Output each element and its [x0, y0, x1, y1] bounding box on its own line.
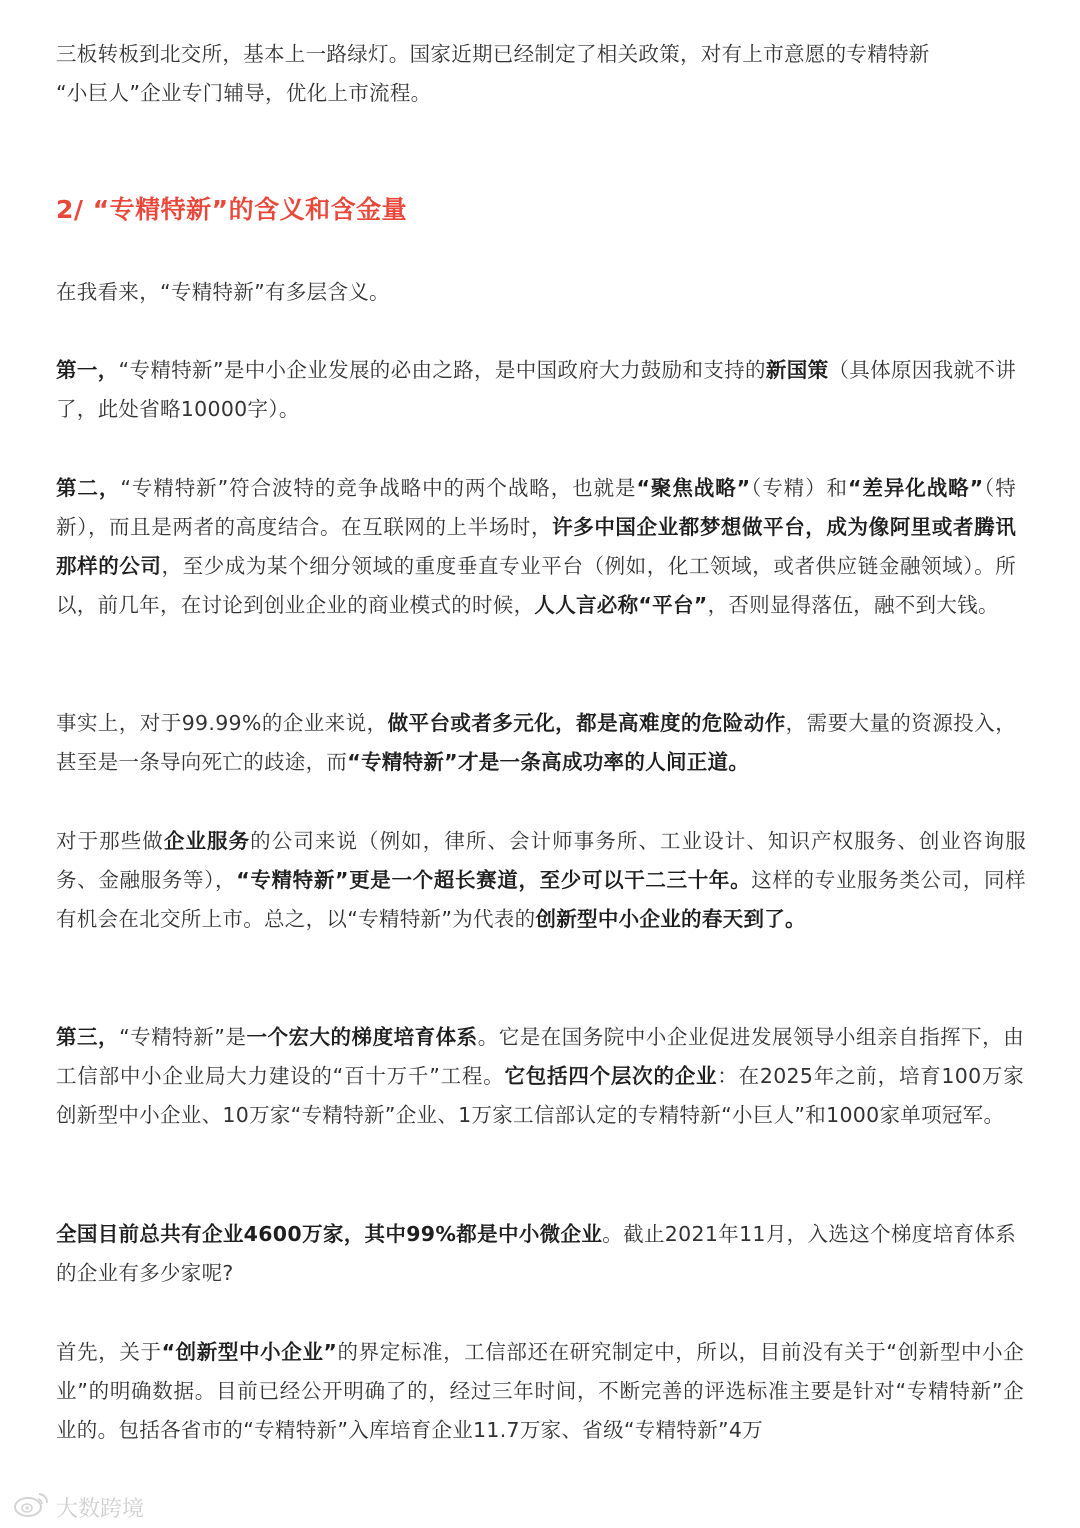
- paragraph-fourth: [56, 822, 1026, 939]
- bold-text: 它包括四个层次的企业: [504, 1064, 718, 1088]
- text: （特新），而且是两者的高度结合。在互联网的上半场时，: [56, 476, 1016, 539]
- watermark-text: 大数跨境: [56, 1496, 145, 1522]
- bold-text: 新国策: [765, 358, 829, 382]
- paragraph-second: [56, 469, 1016, 625]
- weibo-logo-icon: [12, 1490, 56, 1524]
- paragraph-fifth: [56, 1018, 1024, 1135]
- text: 。它是在国务院中小企业促进发展领导小组亲自指挥下，由工信部中小企业局大力建设的“百十万千”工程。: [56, 1025, 1024, 1088]
- paragraph-first: [56, 351, 1016, 429]
- bold-text: 人人言必称“平台”: [534, 593, 708, 617]
- text: “专精特新”是中小企业发展的必由之路，是中国政府大力鼓励和支持的: [118, 358, 766, 382]
- text: （具体原因我就不讲了，此处省略10000字）。: [56, 358, 1016, 421]
- bold-text: “聚焦战略”: [636, 476, 751, 500]
- text: 这样的专业服务类公司，同样有机会在北交所上市。总之，以“专精特新”为代表的: [56, 868, 1026, 931]
- text: 首先，关于: [56, 1340, 162, 1364]
- text: 对于那些做: [56, 829, 164, 853]
- text: “专精特新”是: [119, 1025, 247, 1049]
- bold-text: 第一，: [56, 358, 119, 382]
- intro-line-2: “小巨人”企业专门辅导，优化上市流程。: [56, 81, 432, 105]
- paragraph-intro: [56, 35, 1026, 113]
- paragraph-third: [56, 704, 1016, 782]
- paragraph-lead: 在我看来，“专精特新”有多层含义。: [56, 280, 390, 304]
- bold-text: 企业服务: [163, 829, 251, 853]
- text: 事实上，对于99.99%的企业来说，: [56, 711, 388, 735]
- bold-text: “差异化战略”: [848, 476, 984, 500]
- text: ，需要大量的资源投入，甚至是一条导向死亡的歧途，而: [56, 711, 1016, 774]
- paragraph-seventh: [56, 1333, 1024, 1450]
- bold-text: 做平台或者多元化，都是高难度的危险动作: [387, 711, 786, 735]
- bold-text: “创新型中小企业”: [161, 1340, 338, 1364]
- text: 的公司来说（例如，律所、会计师事务所、工业设计、知识产权服务、创业咨询服务、金融服务等），: [56, 829, 1027, 892]
- text: ，否则显得落伍，融不到大钱。: [707, 593, 999, 617]
- text: ：在2025年之前，培育100万家创新型中小企业、10万家“专精特新”企业、1万家工信部认定的专精特新“小巨人”和1000家单项冠军。: [56, 1064, 1025, 1127]
- bold-text: 一个宏大的梯度培育体系: [246, 1025, 478, 1049]
- bold-text: “专精特新”才是一条高成功率的人间正道。: [347, 750, 750, 774]
- bold-text: 创新型中小企业的春天到了。: [535, 907, 806, 931]
- section-heading: 2/ “专精特新”的含义和含金量: [56, 195, 408, 224]
- text: 。截止2021年11月，入选这个梯度培育体系的企业有多少家呢?: [56, 1222, 1017, 1285]
- bold-text: 全国目前总共有企业4600万家，其中99%都是中小微企业: [56, 1222, 603, 1246]
- text: 的界定标准，工信部还在研究制定中，所以，目前没有关于“创新型中小企业”的明确数据。目前已经公开明确了的，经过三年时间，不断完善的评选标准主要是针对“专精特新”企业的。包括各省市的“专精特新”入库培育企业11.7万家、省级“专精特新”4万: [56, 1340, 1024, 1442]
- text: （专精）和: [750, 476, 848, 500]
- bold-text: 第二，: [56, 476, 121, 500]
- text: “专精特新”符合波特的竞争战略中的两个战略，也就是: [120, 476, 637, 500]
- text: ，至少成为某个细分领域的重度垂直专业平台（例如，化工领域，或者供应链金融领域）。所以，前几年，在讨论到创业企业的商业模式的时候，: [56, 554, 1016, 617]
- paragraph-sixth: [56, 1215, 1016, 1293]
- bold-text: 许多中国企业都梦想做平台，成为像阿里或者腾讯那样的公司: [56, 515, 1016, 578]
- intro-line-1: 三板转板到北交所，基本上一路绿灯。国家近期已经制定了相关政策，对有上市意愿的专精特新: [56, 42, 930, 66]
- bold-text: 第三，: [56, 1025, 120, 1049]
- bold-text: “专精特新”更是一个超长赛道，至少可以干二三十年。: [236, 868, 752, 892]
- watermark: [12, 1490, 144, 1524]
